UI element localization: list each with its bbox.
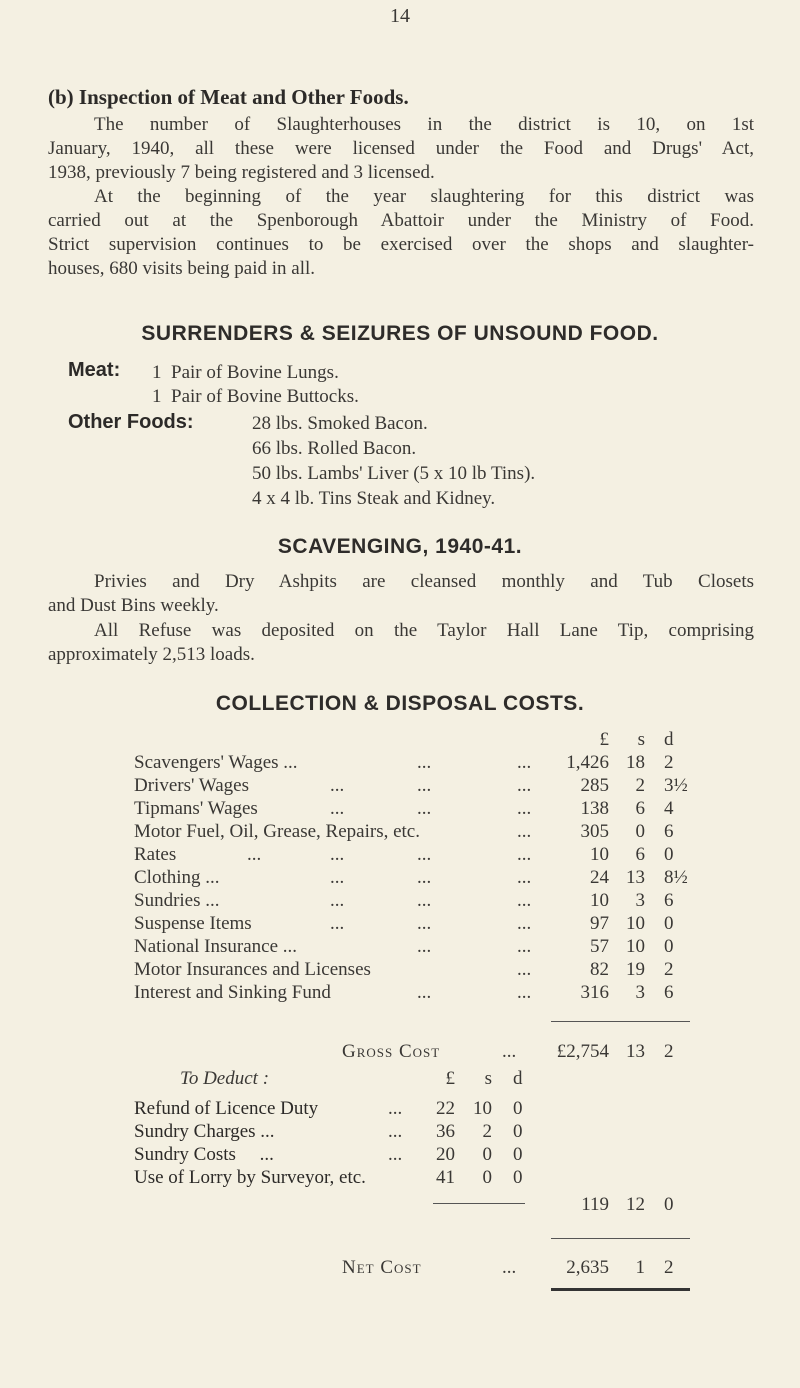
rule [620,1238,690,1239]
paragraph-line: approximately 2,513 loads. [48,644,255,665]
cost-row-pence: 0 [664,913,674,934]
cost-row-shillings: 6 [635,844,645,865]
cost-row-pounds: 57 [590,936,609,957]
cost-row-pounds: 316 [580,982,609,1003]
cost-row-pence: 6 [664,890,674,911]
deduct-column-header: s [484,1068,492,1089]
paragraph-line: At the beginning of the year slaughtering for this district was [94,186,754,207]
leader-dots: ... [517,936,532,957]
cost-row-label: Tipmans' Wages [134,798,258,819]
cost-row-pounds: 1,426 [566,752,609,773]
cost-row-label: Clothing ... [134,867,220,888]
gross-cost-label: Gross Cost [342,1041,441,1062]
paragraph-line: carried out at the Spenborough Abattoir under the Ministry of Food. [48,210,754,231]
leader-dots: ... [330,775,345,796]
paragraph-line: Privies and Dry Ashpits are cleansed monthly and Tub Closets [94,571,754,592]
cost-row-label: Scavengers' Wages ... [134,752,298,773]
deduct-row-shillings: 10 [473,1098,492,1119]
deduct-row-label: Refund of Licence Duty [134,1098,319,1119]
leader-dots: ... [517,982,532,1003]
paragraph-line: 1938, previously 7 being registered and 3 licensed. [48,162,435,183]
deduct-row-pounds: 20 [436,1144,455,1165]
double-rule [551,1288,690,1291]
paragraph-line: and Dust Bins weekly. [48,595,219,616]
deduct-row-pounds: 41 [436,1167,455,1188]
cost-row-pounds: 24 [590,867,609,888]
cost-row-label: Drivers' Wages [134,775,249,796]
leader-dots: ... [330,798,345,819]
net-cost-shillings: 1 [635,1257,645,1278]
paragraph-line: The number of Slaughterhouses in the district is 10, on 1st [94,114,754,135]
cost-row-label: Interest and Sinking Fund [134,982,331,1003]
leader-dots: ... [330,913,345,934]
leader-dots: ... [502,1257,517,1278]
section-heading: (b) Inspection of Meat and Other Foods. [48,85,409,109]
cost-row-shillings: 18 [626,752,645,773]
other-food-item: 28 lbs. Smoked Bacon. [252,413,428,434]
leader-dots: ... [417,867,432,888]
leader-dots: ... [417,844,432,865]
leader-dots: ... [417,890,432,911]
cost-row-shillings: 10 [626,936,645,957]
column-header: £ [599,729,609,750]
cost-row-pence: 8½ [664,867,688,888]
rule [551,1021,621,1022]
gross-cost-pounds: £2,754 [556,1041,609,1062]
cost-row-shillings: 10 [626,913,645,934]
leader-dots: ... [388,1121,403,1142]
other-food-item: 66 lbs. Rolled Bacon. [252,438,417,459]
paragraph-line: Strict supervision continues to be exercised over the shops and slaughter- [48,234,754,255]
cost-row-pence: 4 [664,798,674,819]
leader-dots: ... [247,844,262,865]
deduct-column-header: d [513,1068,523,1089]
to-deduct-label: To Deduct : [180,1068,270,1089]
paragraph-line: houses, 680 visits being paid in all. [48,258,316,279]
leader-dots: ... [517,844,532,865]
leader-dots: ... [517,821,532,842]
cost-row-pence: 2 [664,959,674,980]
cost-row-pounds: 138 [580,798,609,819]
deduct-row-pence: 0 [513,1121,523,1142]
leader-dots: ... [417,775,432,796]
deduct-row-pounds: 22 [436,1098,455,1119]
cost-row-pounds: 10 [590,890,609,911]
deduct-row-shillings: 0 [482,1167,492,1188]
leader-dots: ... [517,959,532,980]
cost-row-pounds: 97 [590,913,609,934]
page-number: 14 [390,5,410,27]
rule [551,1238,621,1239]
deduct-row-pence: 0 [513,1167,523,1188]
cost-row-label: Motor Insurances and Licenses [134,959,371,980]
cost-row-pounds: 82 [590,959,609,980]
deduct-total-pounds: 119 [581,1194,609,1215]
deduct-row-shillings: 2 [482,1121,492,1142]
deduct-row-pounds: 36 [436,1121,455,1142]
cost-row-pounds: 285 [580,775,609,796]
cost-row-label: National Insurance ... [134,936,298,957]
cost-row-shillings: 2 [635,775,645,796]
cost-row-shillings: 6 [635,798,645,819]
deduct-row-label: Sundry Charges ... [134,1121,275,1142]
deduct-total-pence: 0 [664,1194,674,1215]
cost-row-pence: 6 [664,982,674,1003]
net-cost-pounds: 2,635 [566,1257,609,1278]
cost-row-shillings: 0 [635,821,645,842]
leader-dots: ... [417,798,432,819]
cost-row-label: Motor Fuel, Oil, Grease, Repairs, etc. [134,821,420,842]
deduct-row-pence: 0 [513,1098,523,1119]
paragraph-line: January, 1940, all these were licensed under the Food and Drugs' Act, [48,138,754,159]
leader-dots: ... [417,982,432,1003]
cost-row-pence: 3½ [664,775,688,796]
leader-dots: ... [417,936,432,957]
cost-row-pounds: 10 [590,844,609,865]
leader-dots: ... [517,752,532,773]
meat-item: 1 Pair of Bovine Buttocks. [152,386,359,407]
cost-row-pence: 0 [664,844,674,865]
column-header: s [637,729,645,750]
cost-row-label: Sundries ... [134,890,220,911]
leader-dots: ... [517,890,532,911]
other-food-item: 50 lbs. Lambs' Liver (5 x 10 lb Tins). [252,463,536,484]
leader-dots: ... [330,890,345,911]
scavenging-heading: SCAVENGING, 1940-41. [277,535,523,558]
cost-row-pence: 2 [664,752,674,773]
gross-cost-shillings: 13 [626,1041,645,1062]
net-cost-label: Net Cost [342,1257,422,1278]
leader-dots: ... [517,798,532,819]
cost-row-shillings: 13 [626,867,645,888]
other-food-item: 4 x 4 lb. Tins Steak and Kidney. [252,488,496,509]
leader-dots: ... [517,867,532,888]
deduct-row-pence: 0 [513,1144,523,1165]
cost-row-shillings: 3 [635,982,645,1003]
surrenders-heading: SURRENDERS & SEIZURES OF UNSOUND FOOD. [141,322,659,345]
cost-row-shillings: 19 [626,959,645,980]
leader-dots: ... [330,867,345,888]
leader-dots: ... [388,1144,403,1165]
cost-row-pence: 6 [664,821,674,842]
cost-row-label: Suspense Items [134,913,252,934]
deduct-column-header: £ [445,1068,455,1089]
leader-dots: ... [517,775,532,796]
leader-dots: ... [330,844,345,865]
other-foods-label: Other Foods: [68,411,194,433]
column-header: d [664,729,674,750]
rule [620,1021,690,1022]
leader-dots: ... [517,913,532,934]
cost-row-shillings: 3 [635,890,645,911]
cost-row-label: Rates [134,844,177,865]
deduct-total-shillings: 12 [626,1194,645,1215]
net-cost-pence: 2 [664,1257,674,1278]
gross-cost-pence: 2 [664,1041,674,1062]
meat-item: 1 Pair of Bovine Lungs. [152,362,339,383]
leader-dots: ... [417,752,432,773]
costs-heading: COLLECTION & DISPOSAL COSTS. [215,692,585,715]
cost-row-pence: 0 [664,936,674,957]
leader-dots: ... [502,1041,517,1062]
paragraph-line: All Refuse was deposited on the Taylor Hall Lane Tip, comprising [94,620,754,641]
leader-dots: ... [417,913,432,934]
deduct-row-shillings: 0 [482,1144,492,1165]
deduct-row-label: Sundry Costs ... [134,1144,274,1165]
deduct-row-label: Use of Lorry by Surveyor, etc. [134,1167,366,1188]
cost-row-pounds: 305 [580,821,609,842]
meat-label: Meat: [68,359,121,381]
leader-dots: ... [388,1098,403,1119]
rule [433,1203,525,1204]
